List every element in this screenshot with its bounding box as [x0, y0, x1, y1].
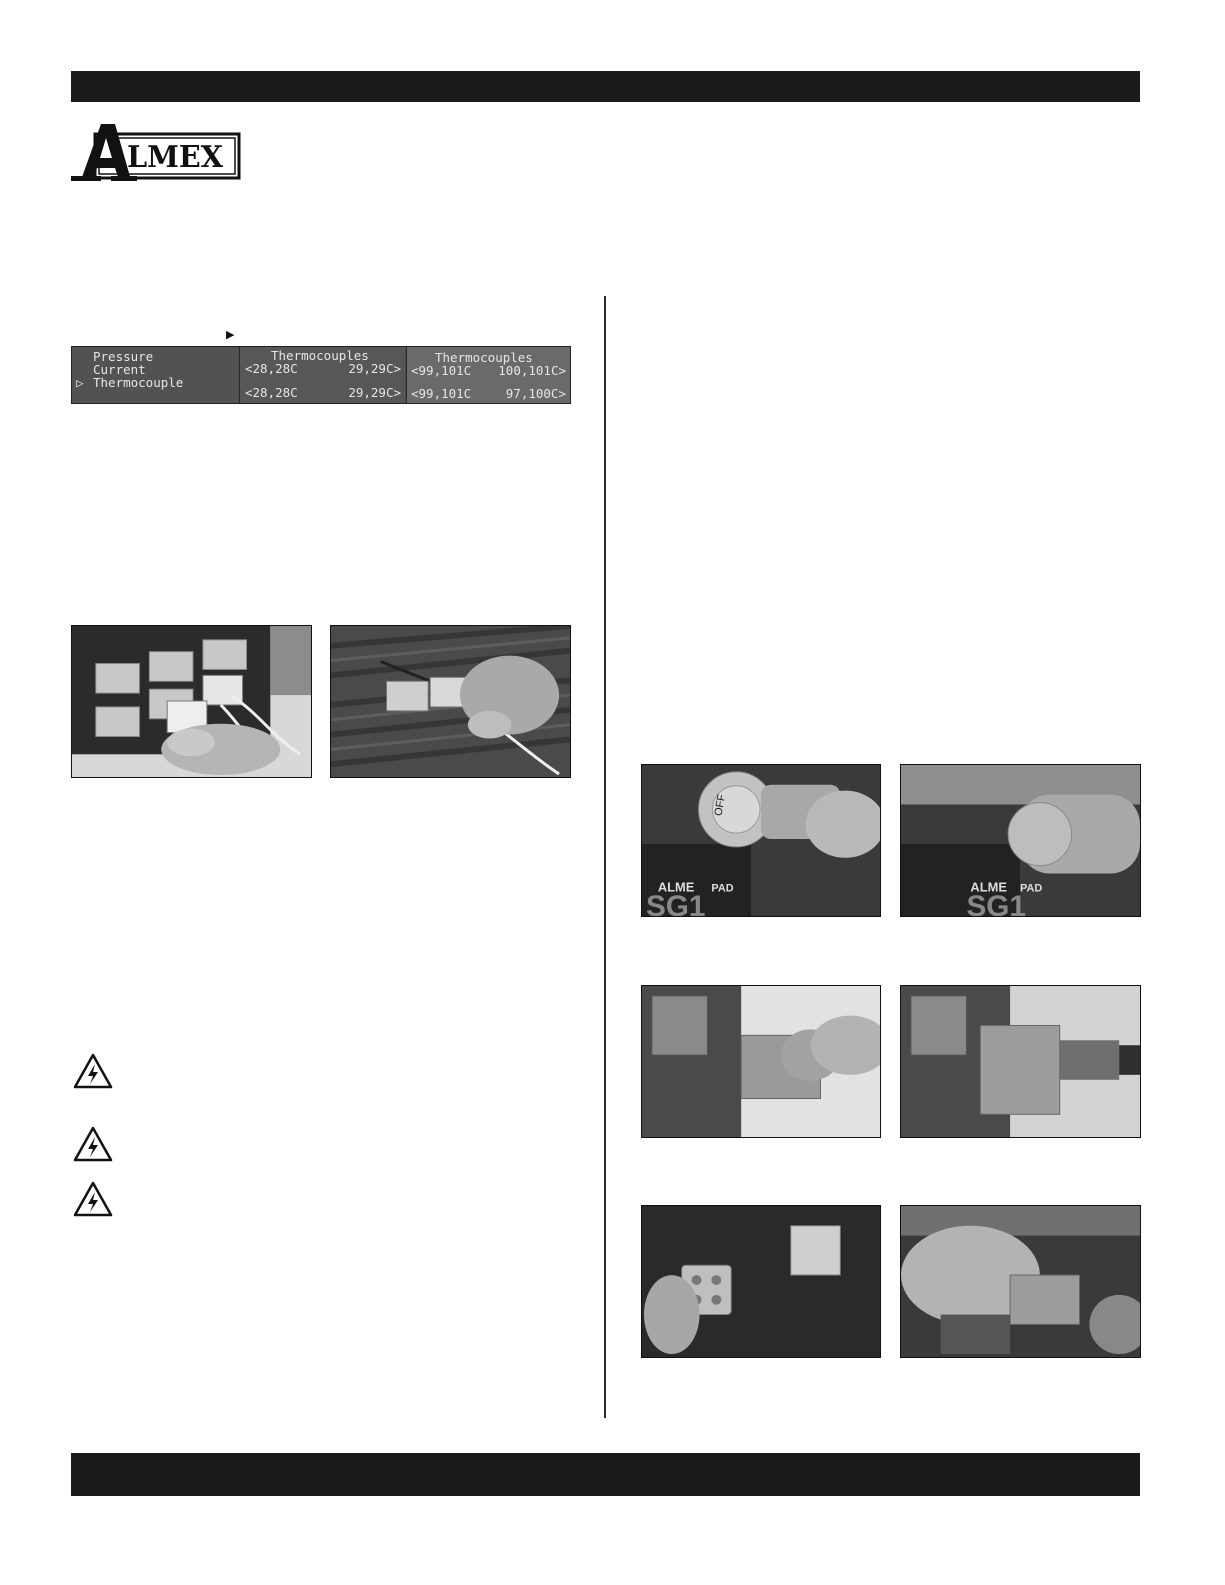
controller-label: PAD — [711, 882, 734, 895]
column-divider — [604, 296, 606, 1418]
logo-text: LMEX — [127, 140, 224, 175]
lcd-thermocouple-panel — [406, 347, 570, 403]
photo-connector-pins — [641, 1205, 881, 1358]
lcd-menu-item: Pressure — [93, 349, 154, 364]
plug-label: OFF — [712, 793, 729, 817]
pointer-arrow-icon: ▶ — [226, 329, 235, 341]
photo-connector-latched — [900, 985, 1141, 1138]
photo-connector-insert — [641, 985, 881, 1138]
lcd-display — [71, 346, 571, 404]
controller-label: SG1 — [645, 890, 706, 916]
lcd-menu-item: Current — [93, 362, 146, 377]
lcd-cursor-icon: ▷ — [76, 375, 84, 390]
controller-label: PAD — [1020, 882, 1043, 895]
lcd-reading: 29,29C> — [348, 385, 401, 400]
photo-connector-plugging — [900, 1205, 1141, 1358]
photo-power-plug-connected — [900, 764, 1141, 917]
controller-label: SG1 — [966, 890, 1026, 916]
almex-logo — [71, 122, 243, 182]
lcd-reading: 100,101C> — [498, 363, 566, 378]
photo-thermocouple-connection — [71, 625, 312, 778]
controller-label: ALME — [657, 879, 695, 895]
lcd-reading: <28,28C — [245, 385, 298, 400]
lcd-menu-item: Thermocouple — [93, 375, 184, 390]
photo-thermocouple-plug — [330, 625, 571, 778]
lcd-panel-title: Thermocouples — [271, 348, 369, 363]
footer-bar — [71, 1453, 1140, 1496]
lcd-reading: <99,101C — [411, 386, 472, 401]
lcd-reading: <28,28C — [245, 361, 298, 376]
header-bar — [71, 71, 1140, 102]
lcd-menu-panel — [72, 347, 238, 403]
lcd-reading: 97,100C> — [505, 386, 566, 401]
high-voltage-warning-icon — [73, 1053, 113, 1089]
photo-power-plug-connect — [641, 764, 881, 917]
controller-label: ALME — [970, 879, 1007, 895]
lcd-reading: 29,29C> — [348, 361, 401, 376]
lcd-reading: <99,101C — [411, 363, 472, 378]
high-voltage-warning-icon — [73, 1181, 113, 1217]
high-voltage-warning-icon — [73, 1126, 113, 1162]
lcd-panel-title: Thermocouples — [435, 350, 533, 365]
lcd-thermocouple-panel — [239, 347, 405, 403]
